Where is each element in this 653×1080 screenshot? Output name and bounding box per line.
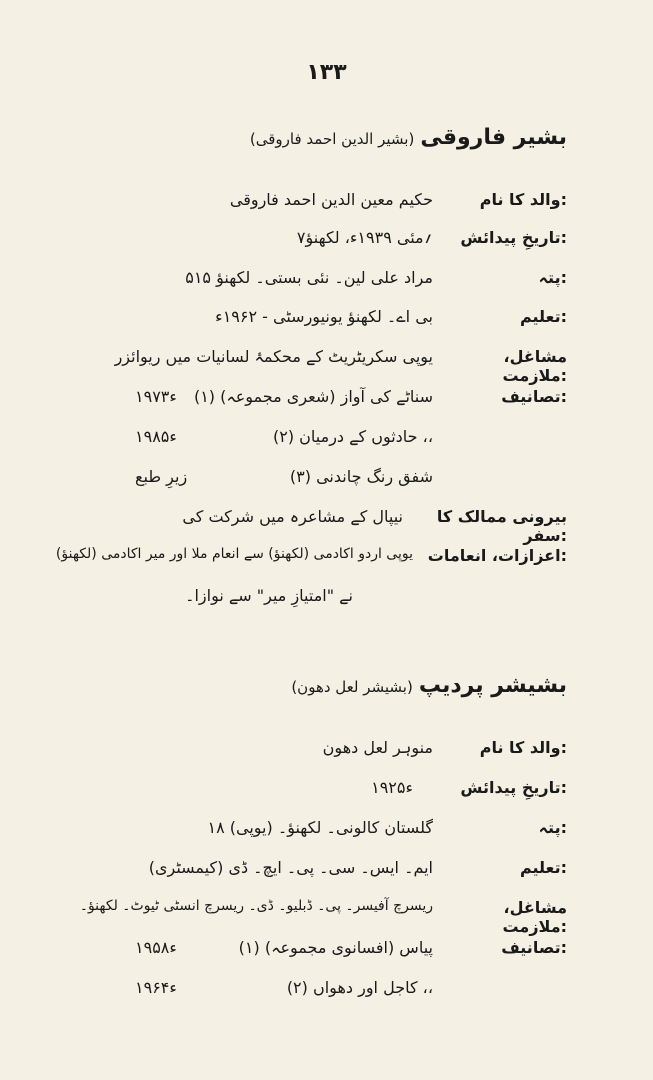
- education-label: تعلیم:: [519, 858, 567, 877]
- page-number: ۱۳۳: [306, 60, 347, 85]
- travel-value: نیپال کے مشاعرہ میں شرکت کی: [182, 507, 403, 526]
- entry-2-heading: [291, 673, 567, 698]
- dob-value: ۱۹۲۵ء: [371, 778, 413, 797]
- occupation-value: یوپی سکریٹریٹ کے محکمۂ لسانیات میں ریوائزر: [114, 347, 433, 366]
- work-year: زیرِ طبع: [135, 467, 188, 486]
- entry-1-name: بشیر فاروقی: [420, 125, 567, 150]
- works-label: تصانیف:: [501, 938, 567, 957]
- awards-value-line-2: نے "امتیازِ میر" سے نوازا۔: [185, 586, 353, 605]
- awards-value-line-1: یوپی اردو اکادمی (لکھنؤ) سے انعام ملا اور میر اکادمی (لکھنؤ): [55, 546, 413, 562]
- entry-1-heading: [250, 125, 567, 150]
- dob-value: ۷؍مئی ۱۹۳۹ء، لکھنؤ: [296, 228, 433, 247]
- address-label: پتہ:: [538, 818, 567, 837]
- father-value: منوہر لعل دھون: [322, 738, 433, 757]
- work-year: ۱۹۸۵ء: [135, 427, 177, 446]
- address-label: پتہ:: [538, 268, 567, 287]
- entry-2-name: بشیشر پردیپ: [418, 673, 567, 698]
- dob-label: تاریخِ پیدائش:: [460, 228, 567, 247]
- work-title: (۳) شفق رنگ چاندنی: [289, 467, 433, 486]
- father-label: والد کا نام:: [479, 738, 567, 757]
- education-label: تعلیم:: [519, 307, 567, 326]
- work-year: ۱۹۷۳ء: [135, 387, 177, 406]
- awards-label: اعزازات، انعامات:: [427, 546, 567, 565]
- father-value: حکیم معین الدین احمد فاروقی: [229, 190, 433, 209]
- work-year: ۱۹۵۸ء: [135, 938, 177, 957]
- entry-1-full-name: (بشیر الدین احمد فاروقی): [249, 130, 415, 148]
- dob-label: تاریخِ پیدائش:: [460, 778, 567, 797]
- occupation-label: مشاغل، ملازمت:: [502, 898, 567, 936]
- address-value: ۱۸ گلستان کالونی۔ لکھنؤ۔ (یوپی): [207, 818, 433, 837]
- work-title: (۲) حادثوں کے درمیان ،،: [273, 427, 433, 446]
- work-title: (۲) کاجل اور دھواں ،،: [286, 978, 433, 997]
- education-value: بی اے۔ لکھنؤ یونیورسٹی - ۱۹۶۲ء: [215, 307, 433, 326]
- entry-2-full-name: (بشیشر لعل دھون): [291, 678, 413, 696]
- occupation-value: ریسرچ آفیسر۔ پی۔ ڈبلیو۔ ڈی۔ ریسرچ انسٹی ٹیوٹ۔ لکھنؤ۔: [79, 898, 433, 914]
- father-label: والد کا نام:: [479, 190, 567, 209]
- work-year: ۱۹۶۴ء: [135, 978, 177, 997]
- education-value: ایم۔ ایس۔ سی۔ پی۔ ایچ۔ ڈی (کیمسٹری): [148, 858, 433, 877]
- works-label: تصانیف:: [501, 387, 567, 406]
- travel-label: بیرونی ممالک کا سفر:: [436, 507, 567, 545]
- address-value: ۵۱۵ مراد علی لین۔ نئی بستی۔ لکھنؤ: [185, 268, 433, 287]
- work-title: (۱) پیاس (افسانوی مجموعہ): [238, 938, 433, 957]
- occupation-label: مشاغل، ملازمت:: [502, 347, 567, 385]
- work-title: (۱) سناٹے کی آواز (شعری مجموعہ): [193, 387, 433, 406]
